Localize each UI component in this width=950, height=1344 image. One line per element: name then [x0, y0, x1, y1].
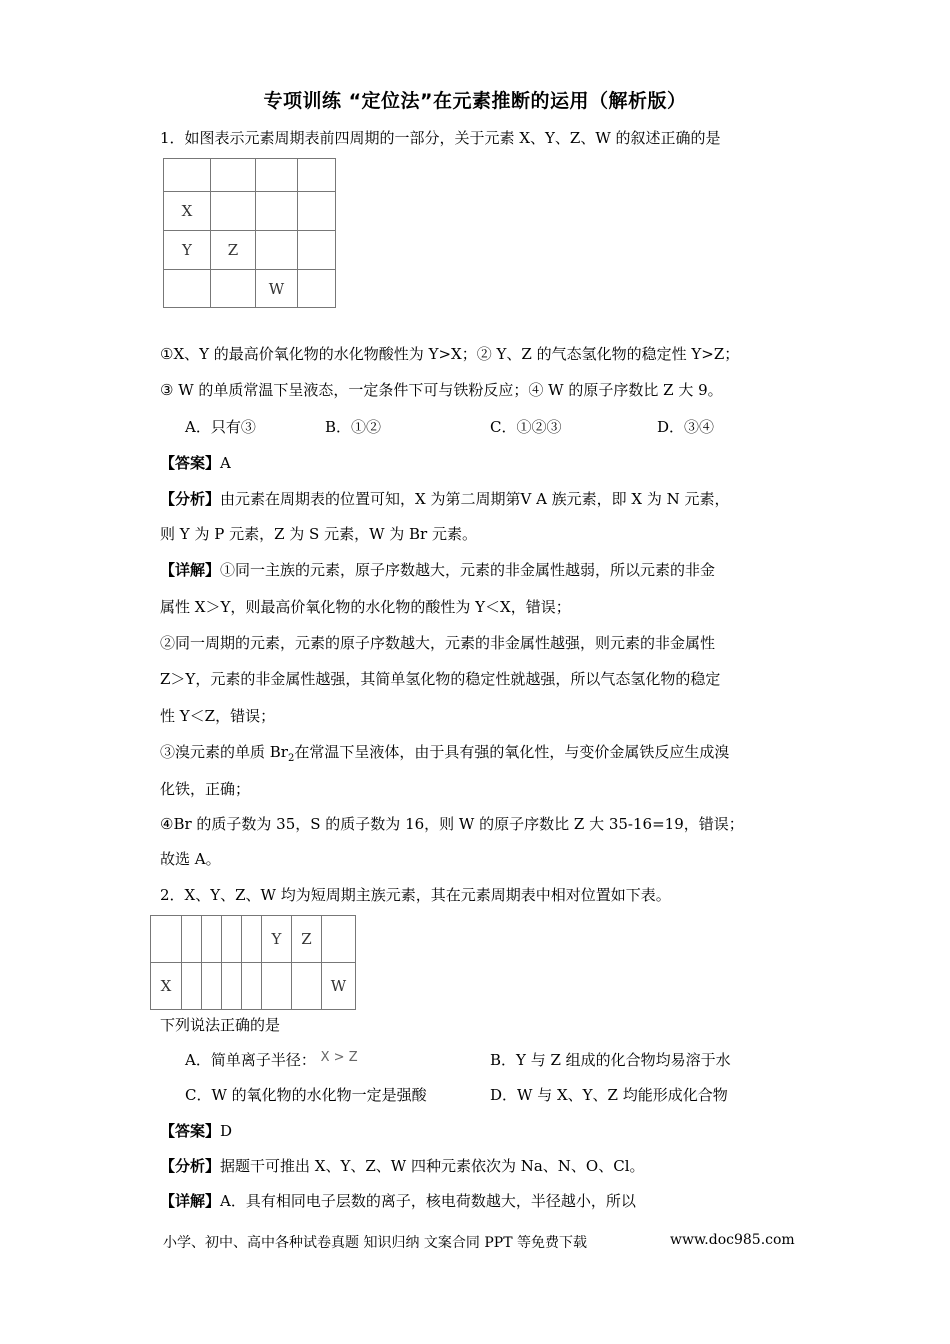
- q2-stem: 2．X、Y、Z、W 均为短周期主族元素，其在元素周期表中相对位置如下表。: [160, 886, 671, 904]
- answer-value: A: [220, 454, 231, 472]
- subscript: 2: [287, 753, 295, 764]
- analysis-tag: 【分析】: [160, 490, 221, 508]
- q1-detail-line-6: [160, 742, 729, 769]
- analysis-text: 据题干可推出 X、Y、Z、W 四种元素依次为 Na、N、O、Cl。: [220, 1157, 645, 1175]
- q1-periodic-table: [163, 158, 336, 308]
- q1-option-d: D．③④: [657, 418, 715, 436]
- q1-analysis: [160, 489, 730, 509]
- q1-option-a: A．只有③: [185, 418, 256, 436]
- q1-cell-x: X: [164, 192, 211, 231]
- q1-analysis-line-2: 则 Y 为 P 元素，Z 为 S 元素，W 为 Br 元素。: [160, 525, 477, 543]
- q1-option-c: C．①②③: [490, 418, 562, 436]
- q1-cell: [298, 192, 336, 231]
- q2-option-b: B．Y 与 Z 组成的化合物均易溶于水: [490, 1051, 731, 1069]
- q2-option-c: C．W 的氧化物的水化物一定是强酸: [185, 1086, 427, 1104]
- q2-prompt: 下列说法正确的是: [160, 1016, 281, 1034]
- q1-detail: [160, 560, 715, 580]
- q1-cell: [211, 270, 256, 308]
- formula: X > Z: [320, 1050, 358, 1065]
- q1-option-b: B．①②: [325, 418, 382, 436]
- q2-cell: [322, 916, 356, 963]
- q1-cell: [164, 159, 211, 192]
- q1-statement-2: ③ W 的单质常温下呈液态，一定条件下可与铁粉反应；④ W 的原子序数比 Z 大 9。: [160, 381, 723, 399]
- q2-cell: [242, 916, 262, 963]
- q1-detail-line-3: ②同一周期的元素，元素的原子序数越大，元素的非金属性越强，则元素的非金属性: [160, 634, 716, 652]
- q2-cell: [182, 963, 202, 1010]
- q2-analysis: [160, 1156, 645, 1176]
- q1-stem: 1．如图表示元素周期表前四周期的一部分，关于元素 X、Y、Z、W 的叙述正确的是: [160, 129, 721, 147]
- q1-detail-line-2: 属性 X＞Y，则最高价氧化物的水化物的酸性为 Y＜X，错误；: [160, 598, 571, 616]
- analysis-tag: 【分析】: [160, 1157, 221, 1175]
- q1-cell: [298, 270, 336, 308]
- q1-cell: [256, 192, 298, 231]
- detail-text: ③溴元素的单质 Br: [160, 743, 288, 761]
- detail-text: 在常温下呈液体，由于具有强的氧化性，与变价金属铁反应生成溴: [294, 743, 730, 761]
- q1-statement-1: ①X、Y 的最高价氧化物的水化物酸性为 Y>X；② Y、Z 的气态氢化物的稳定性 Y>Z；: [160, 345, 740, 363]
- q2-answer: [160, 1121, 232, 1141]
- answer-value: D: [220, 1122, 233, 1140]
- q1-cell-y: Y: [164, 231, 211, 270]
- q1-detail-line-8: ④Br 的质子数为 35，S 的质子数为 16，则 W 的原子序数比 Z 大 35-16=19，错误；: [160, 815, 744, 833]
- answer-tag: 【答案】: [160, 1122, 221, 1140]
- q1-cell: [164, 270, 211, 308]
- q2-detail: [160, 1191, 636, 1211]
- q1-detail-line-5: 性 Y＜Z，错误；: [160, 707, 276, 725]
- q2-cell: [202, 963, 222, 1010]
- q2-cell: [242, 963, 262, 1010]
- q2-cell: [222, 963, 242, 1010]
- q1-detail-line-4: Z＞Y，元素的非金属性越强，其简单氢化物的稳定性就越强，所以气态氢化物的稳定: [160, 670, 721, 688]
- option-label: A．简单离子半径：: [185, 1051, 316, 1069]
- q1-cell: [256, 231, 298, 270]
- q2-cell: [222, 916, 242, 963]
- q2-cell-x: X: [151, 963, 182, 1010]
- q1-cell: [211, 159, 256, 192]
- detail-tag: 【详解】: [160, 561, 221, 579]
- q2-option-d: D．W 与 X、Y、Z 均能形成化合物: [490, 1086, 728, 1104]
- q1-cell-w: W: [256, 270, 298, 308]
- answer-tag: 【答案】: [160, 454, 221, 472]
- q1-cell-z: Z: [211, 231, 256, 270]
- q2-option-a: [185, 1050, 358, 1072]
- detail-tag: 【详解】: [160, 1192, 221, 1210]
- q2-cell: [151, 916, 182, 963]
- q1-answer: [160, 453, 231, 473]
- q1-detail-line-7: 化铁，正确；: [160, 780, 251, 798]
- q2-cell: [202, 916, 222, 963]
- q1-cell: [298, 231, 336, 270]
- q2-cell: [182, 916, 202, 963]
- q1-cell: [256, 159, 298, 192]
- q1-cell: [211, 192, 256, 231]
- q2-cell-w: W: [322, 963, 356, 1010]
- q2-cell: [292, 963, 322, 1010]
- q2-cell-y: Y: [262, 916, 292, 963]
- page-title: 专项训练 “定位法”在元素推断的运用（解析版）: [263, 90, 687, 112]
- footer-text: 小学、初中、高中各种试卷真题 知识归纳 文案合同 PPT 等免费下载: [163, 1235, 587, 1251]
- q2-periodic-table: [150, 915, 356, 1010]
- detail-text: ①同一主族的元素，原子序数越大，元素的非金属性越弱，所以元素的非金: [220, 561, 716, 579]
- analysis-text: 由元素在周期表的位置可知，X 为第二周期第Ⅴ A 族元素，即 X 为 N 元素，: [220, 490, 730, 508]
- footer-link[interactable]: www.doc985.com: [670, 1232, 795, 1248]
- q2-cell-z: Z: [292, 916, 322, 963]
- q1-detail-line-9: 故选 A。: [160, 850, 221, 868]
- detail-text: A．具有相同电子层数的离子，核电荷数越大，半径越小，所以: [220, 1192, 636, 1210]
- q2-cell: [262, 963, 292, 1010]
- q1-cell: [298, 159, 336, 192]
